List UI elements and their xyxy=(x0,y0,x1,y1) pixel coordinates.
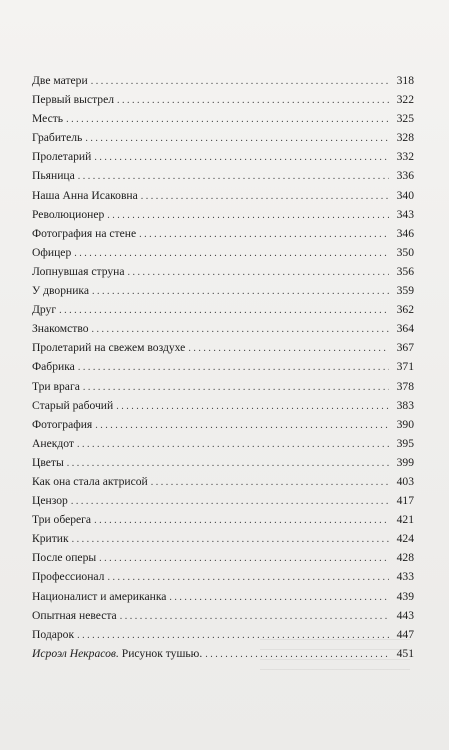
toc-entry-page: 451 xyxy=(396,646,414,660)
dot-leader xyxy=(78,358,389,377)
dot-leader xyxy=(141,187,389,206)
toc-entry xyxy=(32,186,414,205)
toc-entry-page: 424 xyxy=(396,532,414,546)
toc-entry-title: Как она стала актрисой xyxy=(32,474,148,488)
toc-entry-title: Подарок xyxy=(32,627,75,641)
dot-leader xyxy=(91,72,389,91)
toc-entry xyxy=(32,319,414,338)
toc-entry xyxy=(32,338,414,357)
toc-entry-page: 390 xyxy=(396,417,414,431)
toc-entry-page: 364 xyxy=(396,322,414,336)
dot-leader xyxy=(117,91,389,110)
dot-leader xyxy=(71,492,389,511)
toc-entry-title: Критик xyxy=(32,532,69,546)
toc-entry xyxy=(32,434,414,453)
toc-entry-page: 371 xyxy=(396,360,414,374)
dot-leader xyxy=(67,454,389,473)
toc-entry-title: Революционер xyxy=(32,207,105,221)
toc-entry-page: 399 xyxy=(396,455,414,469)
table-of-contents xyxy=(32,71,414,663)
toc-entry-title: Грабитель xyxy=(32,131,83,145)
illustration-title: Рисунок тушью. xyxy=(118,646,203,660)
toc-entry xyxy=(32,166,414,185)
dot-leader xyxy=(99,549,389,568)
toc-entry xyxy=(32,357,414,376)
toc-entry-title: Фотография xyxy=(32,417,93,431)
toc-entry-title: Друг xyxy=(32,303,57,317)
toc-entry xyxy=(32,491,414,510)
toc-entry xyxy=(32,415,414,434)
dot-leader xyxy=(85,129,389,148)
toc-entry-page: 383 xyxy=(396,398,414,412)
toc-entry-page: 362 xyxy=(396,303,414,317)
toc-entry xyxy=(32,453,414,472)
toc-entry-title: Старый рабочий xyxy=(32,398,114,412)
toc-entry xyxy=(32,396,414,415)
toc-entry xyxy=(32,606,414,625)
toc-entry-title: Пьяница xyxy=(32,169,75,183)
toc-entry-title: Профессионал xyxy=(32,570,105,584)
toc-entry-page: 447 xyxy=(396,627,414,641)
toc-entry-page: 318 xyxy=(396,74,414,87)
dot-leader xyxy=(120,607,389,626)
dot-leader xyxy=(92,320,389,339)
toc-entry-page: 439 xyxy=(396,589,414,603)
dot-leader xyxy=(92,282,389,301)
toc-entry xyxy=(32,147,414,166)
toc-entry xyxy=(32,128,414,147)
show-through-texture xyxy=(260,630,410,670)
toc-entry-page: 428 xyxy=(396,551,414,565)
toc-entry-page: 336 xyxy=(396,169,414,183)
toc-entry xyxy=(32,377,414,396)
dot-leader xyxy=(78,167,389,186)
toc-entry-title: Анекдот xyxy=(32,436,74,450)
dot-leader xyxy=(151,473,389,492)
dot-leader xyxy=(66,110,389,129)
toc-entry-page: 443 xyxy=(396,608,414,622)
toc-entry-page: 346 xyxy=(396,226,414,240)
toc-entry-title: Цензор xyxy=(32,494,68,508)
dot-leader xyxy=(83,378,389,397)
toc-entry-title: Пролетарий на свежем воздухе xyxy=(32,341,186,355)
toc-entry-title: У дворника xyxy=(32,284,90,298)
toc-entry xyxy=(32,529,414,548)
toc-entry-title: Опытная невеста xyxy=(32,608,117,622)
toc-entry-title: Месть xyxy=(32,112,64,126)
dot-leader xyxy=(74,244,389,263)
toc-entry-page: 403 xyxy=(396,474,414,488)
toc-entry-page: 350 xyxy=(396,245,414,259)
toc-entry-title: Наша Анна Исаковна xyxy=(32,188,138,202)
toc-entry xyxy=(32,109,414,128)
dot-leader xyxy=(169,588,389,607)
toc-entry-title xyxy=(32,644,202,663)
toc-entry xyxy=(32,510,414,529)
dot-leader xyxy=(188,339,389,358)
dot-leader xyxy=(116,397,389,416)
toc-entry xyxy=(32,262,414,281)
toc-entry-page: 332 xyxy=(396,150,414,164)
dot-leader xyxy=(95,416,389,435)
toc-entry-title: Фотография на стене xyxy=(32,226,137,240)
toc-entry xyxy=(32,71,414,90)
toc-entry-page: 367 xyxy=(396,341,414,355)
toc-entry xyxy=(32,567,414,586)
toc-entry-title: Цветы xyxy=(32,455,64,469)
toc-entry-title: Фабрика xyxy=(32,360,75,374)
dot-leader xyxy=(107,568,389,587)
toc-entry-page: 356 xyxy=(396,264,414,278)
toc-entry-page: 378 xyxy=(396,379,414,393)
toc-entry-page: 421 xyxy=(396,513,414,527)
toc-entry-title: Знакомство xyxy=(32,322,89,336)
dot-leader xyxy=(139,225,389,244)
toc-entry-title: Три оберега xyxy=(32,513,92,527)
toc-entry-title: Две матери xyxy=(32,74,88,87)
toc-entry-title: После оперы xyxy=(32,551,97,565)
dot-leader xyxy=(107,206,389,225)
toc-entry xyxy=(32,548,414,567)
toc-entry-page: 343 xyxy=(396,207,414,221)
dot-leader xyxy=(94,511,389,530)
toc-entry xyxy=(32,300,414,319)
dot-leader xyxy=(94,148,389,167)
toc-entry xyxy=(32,224,414,243)
toc-entry-page: 340 xyxy=(396,188,414,202)
toc-entry xyxy=(32,587,414,606)
toc-entry-title: Пролетарий xyxy=(32,150,92,164)
dot-leader xyxy=(77,435,389,454)
dot-leader xyxy=(128,263,389,282)
toc-entry-page: 417 xyxy=(396,494,414,508)
illustration-author: Исроэл Некрасов. xyxy=(32,646,119,660)
toc-entry-page: 325 xyxy=(396,112,414,126)
toc-entry xyxy=(32,90,414,109)
toc-entry-title: Офицер xyxy=(32,245,72,259)
toc-entry-title: Лопнувшая струна xyxy=(32,264,125,278)
toc-entry-title: Три врага xyxy=(32,379,80,393)
toc-entry-page: 359 xyxy=(396,284,414,298)
toc-entry xyxy=(32,472,414,491)
toc-entry-page: 322 xyxy=(396,93,414,107)
toc-entry xyxy=(32,205,414,224)
toc-entry-page: 395 xyxy=(396,436,414,450)
toc-entry-page: 433 xyxy=(396,570,414,584)
dot-leader xyxy=(72,530,389,549)
toc-entry xyxy=(32,243,414,262)
toc-entry xyxy=(32,281,414,300)
dot-leader xyxy=(59,301,389,320)
toc-entry-page: 328 xyxy=(396,131,414,145)
toc-entry-title: Националист и американка xyxy=(32,589,167,603)
toc-entry-title: Первый выстрел xyxy=(32,93,115,107)
